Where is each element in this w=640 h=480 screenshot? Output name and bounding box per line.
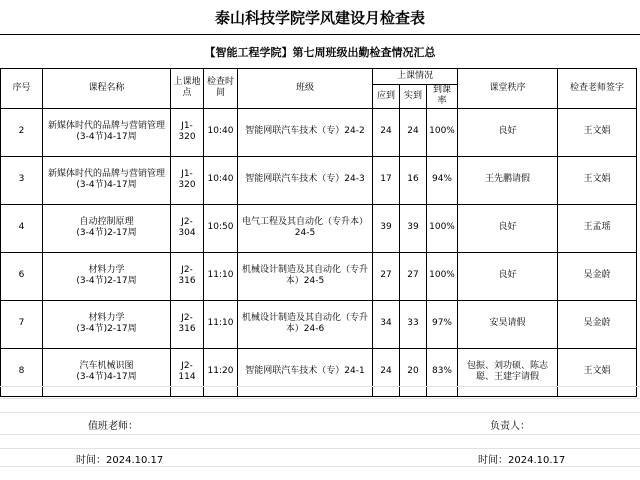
- course-name: 材料力学: [88, 264, 125, 275]
- cell-order: 安昊请假: [458, 300, 558, 348]
- cell-class: 智能网联汽车技术（专）24-2: [238, 108, 373, 156]
- cell-class: 智能网联汽车技术（专）24-1: [238, 348, 373, 396]
- sheet-gridline: [0, 412, 640, 413]
- cell-rate: 100%: [427, 204, 458, 252]
- header-attendance-group: 上课情况: [373, 69, 458, 85]
- course-schedule: (3-4节)2-17周: [76, 276, 137, 286]
- cell-location: J2-304: [171, 204, 204, 252]
- course-schedule: (3-4节)2-17周: [76, 324, 137, 334]
- course-name: 汽车机械识图: [79, 360, 134, 371]
- signature-footer: [0, 372, 640, 480]
- cell-seq: 7: [1, 300, 43, 348]
- table-row: [1, 300, 637, 348]
- cell-time: 10:40: [204, 156, 238, 204]
- cell-expected: 24: [373, 348, 400, 396]
- duty-teacher-label: 值班老师：: [88, 421, 138, 432]
- cell-rate: 83%: [427, 348, 458, 396]
- cell-order: 良好: [458, 252, 558, 300]
- sheet-title: 泰山科技学院学风建设月检查表: [214, 8, 425, 27]
- sheet-gridline: [0, 466, 640, 467]
- attendance-table: [0, 68, 637, 397]
- header-order: 课堂秩序: [458, 69, 558, 109]
- cell-rate: 94%: [427, 156, 458, 204]
- date-right: 时间：2024.10.17: [478, 455, 566, 466]
- cell-course: [43, 300, 171, 348]
- course-schedule: (3-4节)2-17周: [76, 228, 137, 238]
- course-schedule: (3-4节)4-17周: [76, 372, 137, 382]
- cell-location: J2-114: [171, 348, 204, 396]
- cell-actual: 20: [400, 348, 427, 396]
- cell-time: 10:50: [204, 204, 238, 252]
- cell-teacher: 吴金蔚: [558, 252, 637, 300]
- cell-time: 11:20: [204, 348, 238, 396]
- sheet-gridline: [0, 398, 640, 399]
- cell-time: 10:40: [204, 108, 238, 156]
- cell-class: 机械设计制造及其自动化（专升本）24-5: [238, 252, 373, 300]
- cell-course: [43, 252, 171, 300]
- sheet-subtitle: 【智能工程学院】第七周班级出勤检查情况汇总: [0, 34, 640, 69]
- course-name: 新媒体时代的品牌与营销管理: [47, 120, 165, 131]
- cell-order: 良好: [458, 108, 558, 156]
- cell-expected: 39: [373, 204, 400, 252]
- cell-class: 机械设计制造及其自动化（专升本）24-6: [238, 300, 373, 348]
- header-seq: 序号: [1, 69, 43, 109]
- cell-seq: 8: [1, 348, 43, 396]
- cell-seq: 4: [1, 204, 43, 252]
- cell-order: 王先鹏请假: [458, 156, 558, 204]
- course-name: 自动控制原理: [79, 216, 134, 227]
- cell-teacher: 王孟瑶: [558, 204, 637, 252]
- cell-teacher: 王文娟: [558, 348, 637, 396]
- cell-rate: 100%: [427, 108, 458, 156]
- cell-actual: 27: [400, 252, 427, 300]
- responsible-person-label: 负责人：: [490, 421, 530, 432]
- cell-rate: 97%: [427, 300, 458, 348]
- table-row: [1, 156, 637, 204]
- header-rate: 到课率: [427, 85, 458, 109]
- cell-actual: 39: [400, 204, 427, 252]
- cell-course: [43, 156, 171, 204]
- header-location: 上课地点: [171, 69, 204, 109]
- date-left: 时间：2024.10.17: [76, 455, 164, 466]
- cell-expected: 27: [373, 252, 400, 300]
- cell-actual: 33: [400, 300, 427, 348]
- cell-course: [43, 204, 171, 252]
- sheet-gridline: [0, 434, 640, 435]
- course-name: 材料力学: [88, 312, 125, 323]
- header-expected: 应到: [373, 85, 400, 109]
- sheet-gridline: [0, 386, 640, 387]
- cell-time: 11:10: [204, 252, 238, 300]
- header-time: 检查时间: [204, 69, 238, 109]
- sheet-gridline: [0, 448, 640, 449]
- table-row: [1, 108, 637, 156]
- course-name: 新媒体时代的品牌与营销管理: [47, 168, 165, 179]
- cell-teacher: 王文娟: [558, 156, 637, 204]
- cell-class: 智能网联汽车技术（专）24-3: [238, 156, 373, 204]
- cell-rate: 100%: [427, 252, 458, 300]
- cell-order: 良好: [458, 204, 558, 252]
- cell-location: J1-320: [171, 108, 204, 156]
- cell-location: J2-316: [171, 252, 204, 300]
- cell-seq: 6: [1, 252, 43, 300]
- header-course: 课程名称: [43, 69, 171, 109]
- cell-actual: 16: [400, 156, 427, 204]
- header-teacher: 检查老师签字: [558, 69, 637, 109]
- cell-seq: 2: [1, 108, 43, 156]
- cell-course: [43, 108, 171, 156]
- cell-teacher: 王文娟: [558, 108, 637, 156]
- cell-expected: 34: [373, 300, 400, 348]
- cell-expected: 17: [373, 156, 400, 204]
- cell-seq: 3: [1, 156, 43, 204]
- header-actual: 实到: [400, 85, 427, 109]
- cell-time: 11:10: [204, 300, 238, 348]
- cell-location: J1-320: [171, 156, 204, 204]
- cell-order: 包振、刘功硕、陈志聪、王建宇请假: [458, 348, 558, 396]
- cell-location: J2-316: [171, 300, 204, 348]
- table-row: [1, 252, 637, 300]
- header-class: 班级: [238, 69, 373, 109]
- cell-expected: 24: [373, 108, 400, 156]
- cell-teacher: 吴金蔚: [558, 300, 637, 348]
- course-schedule: (3-4节)4-17周: [76, 180, 137, 190]
- cell-class: 电气工程及其自动化（专升本）24-5: [238, 204, 373, 252]
- cell-actual: 24: [400, 108, 427, 156]
- course-schedule: (3-4节)4-17周: [76, 132, 137, 142]
- table-row: [1, 204, 637, 252]
